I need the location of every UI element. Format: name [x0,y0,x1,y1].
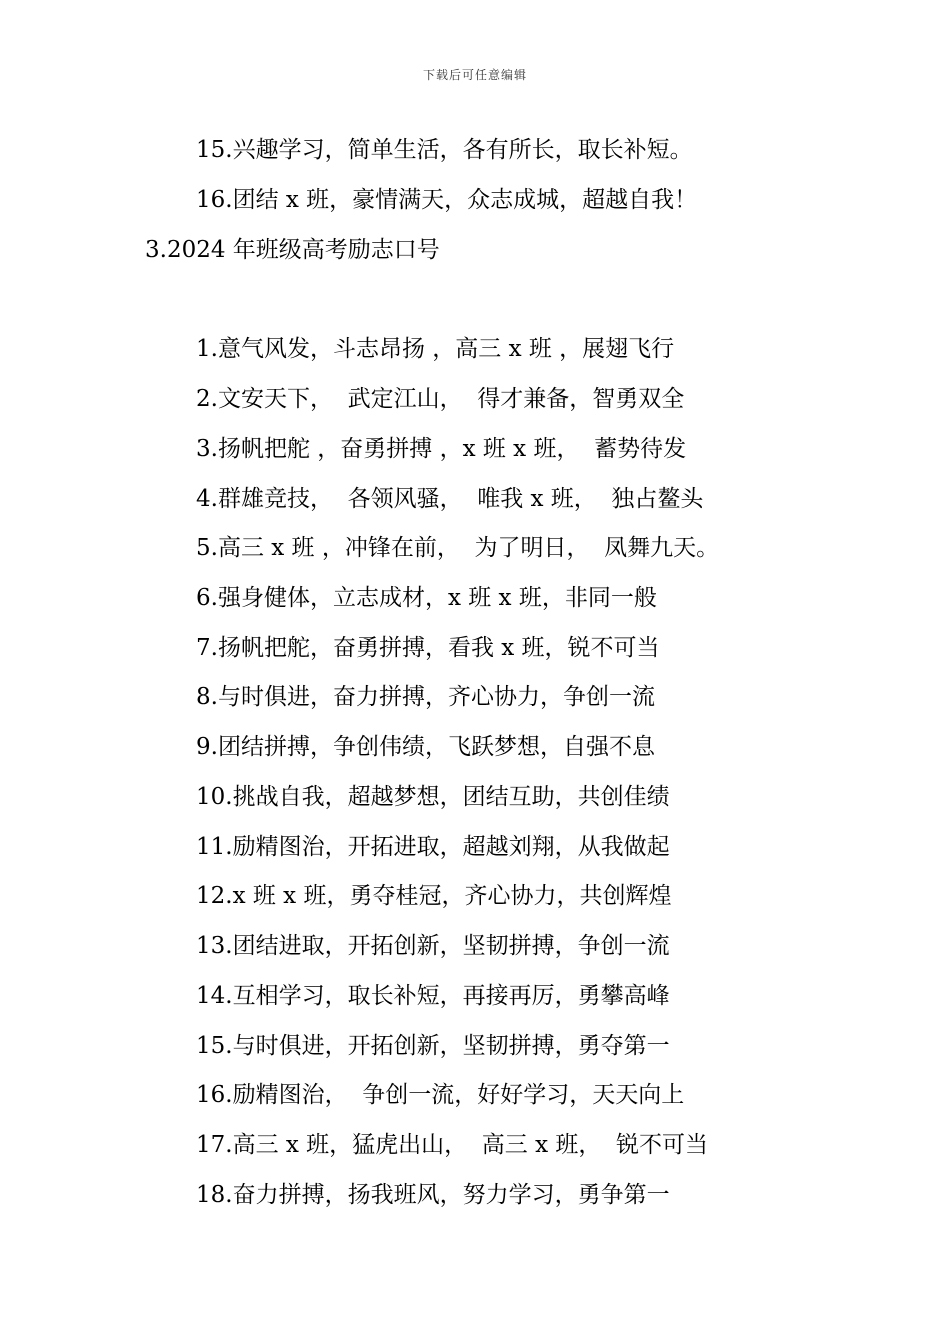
list-item: 5.高三 x 班 ，冲锋在前， 为了明日， 凤舞九天。 [196,535,720,561]
section-heading: 3.2024 年班级高考励志口号 [145,237,440,263]
list-item: 18.奋力拼搏，扬我班风，努力学习，勇争第一 [196,1182,670,1208]
list-item: 6.强身健体，立志成材，x 班 x 班，非同一般 [196,585,657,611]
list-item: 9.团结拼搏，争创伟绩，飞跃梦想，自强不息 [196,734,655,760]
list-item: 4.群雄竞技， 各领风骚， 唯我 x 班， 独占鳌头 [196,486,704,512]
list-item: 8.与时俱进，奋力拼搏，齐心协力，争创一流 [196,684,655,710]
list-item: 15.与时俱进，开拓创新，坚韧拼搏，勇夺第一 [196,1033,670,1059]
page-header: 下载后可任意编辑 [422,68,527,82]
list-item: 7.扬帆把舵，奋勇拼搏，看我 x 班，锐不可当 [196,635,660,661]
list-item: 1.意气风发，斗志昂扬 ，高三 x 班 ，展翅飞行 [196,336,675,362]
list-item: 15.兴趣学习，简单生活，各有所长，取长补短。 [196,137,693,163]
list-item: 13.团结进取，开拓创新，坚韧拼搏，争创一流 [196,933,670,959]
list-item: 14.互相学习，取长补短，再接再厉，勇攀高峰 [196,983,670,1009]
list-item: 11.励精图治，开拓进取，超越刘翔，从我做起 [196,834,670,860]
list-item: 3.扬帆把舵 ，奋勇拼搏 ，x 班 x 班， 蓄势待发 [196,436,687,462]
list-item: 17.高三 x 班，猛虎出山， 高三 x 班， 锐不可当 [196,1132,709,1158]
list-item: 2.文安天下， 武定江山， 得才兼备，智勇双全 [196,386,685,412]
list-item: 12.x 班 x 班，勇夺桂冠，齐心协力，共创辉煌 [196,883,672,909]
list-item: 10.挑战自我，超越梦想，团结互助，共创佳绩 [196,784,670,810]
list-item: 16.团结 x 班，豪情满天，众志成城，超越自我！ [196,187,698,213]
list-item: 16.励精图治， 争创一流，好好学习，天天向上 [196,1082,685,1108]
